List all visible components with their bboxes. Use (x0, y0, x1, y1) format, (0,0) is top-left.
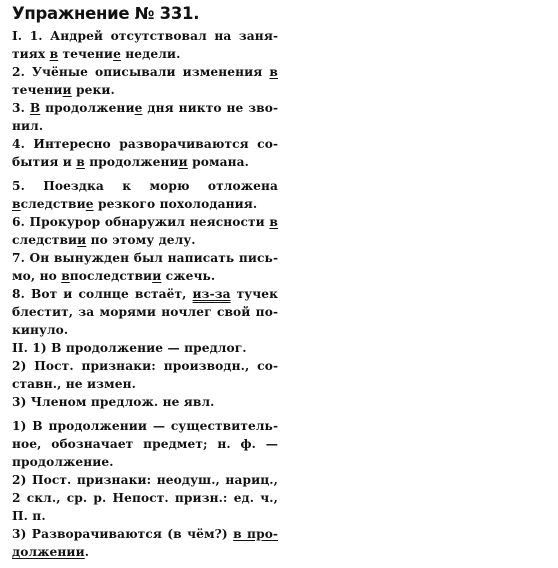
underlined-fragment: и (62, 83, 72, 97)
text-fragment: 2) Пост. признаки: производн., составн., не измен. (12, 359, 278, 391)
text-fragment: продолжени (40, 101, 135, 115)
underlined-fragment: В (29, 101, 41, 115)
underlined-fragment: в (12, 197, 21, 211)
text-fragment: по этому делу. (86, 233, 196, 247)
text-fragment: 1) В продолжении — существительное, обозначает предмет; н. ф. — продолжение. (12, 419, 278, 469)
exercise-line (12, 417, 278, 471)
text-fragment: . (84, 545, 90, 559)
text-fragment: 7. Он вынужден был написать письмо, но (12, 251, 278, 283)
exercise-line (12, 27, 278, 63)
exercise-line (12, 213, 278, 249)
text-fragment: 3) Разворачиваются (в чём?) (12, 527, 234, 541)
underlined-fragment: е (134, 101, 143, 115)
text-fragment: 2. Учёные описывали изменения (12, 65, 270, 79)
underlined-fragment: из-за (192, 287, 231, 301)
exercise-line (12, 339, 278, 357)
underlined-fragment: и (152, 269, 162, 283)
underlined-fragment: е (85, 197, 94, 211)
underlined-fragment: в (61, 269, 70, 283)
text-fragment: 5. Поездка к морю отложена (12, 179, 278, 193)
exercise-line (12, 285, 278, 339)
underlined-fragment: в (269, 65, 278, 79)
text-fragment: недели. (120, 47, 181, 61)
text-fragment: 3) Членом предлож. не явл. (12, 395, 215, 409)
text-fragment: тучек блестит, за морями ночлег свой покинуло. (12, 287, 278, 337)
text-fragment: следстви (20, 197, 86, 211)
text-fragment: течени (12, 83, 63, 97)
text-fragment: сжечь. (161, 269, 216, 283)
underlined-fragment: и (178, 155, 188, 169)
text-fragment: II. 1) В продолжение — предлог. (12, 341, 247, 355)
text-fragment: I. 1. Андрей отсутствовал на занятиях (12, 29, 278, 61)
underlined-fragment: и (77, 233, 87, 247)
exercise-title: Упражнение № 331. (12, 4, 200, 23)
exercise-line (12, 99, 278, 135)
exercise-line (12, 63, 278, 99)
underlined-fragment: в продолжении (12, 527, 278, 559)
text-fragment: дня никто не звонил. (12, 101, 279, 133)
text-fragment: реки. (71, 83, 115, 97)
text-fragment: 8. Вот и солнце встаёт, (12, 287, 193, 301)
text-fragment: продолжени (84, 155, 179, 169)
text-fragment: следстви (12, 233, 78, 247)
exercise-page (12, 4, 278, 561)
exercise-line (12, 471, 278, 525)
text-fragment: романа. (187, 155, 250, 169)
text-fragment: 3. (12, 101, 30, 115)
exercise-line (12, 177, 278, 213)
exercise-body (12, 27, 278, 561)
underlined-fragment: е (113, 47, 121, 61)
text-fragment: 2) Пост. признаки: неодуш., нариц., 2 скл., ср. р. Непост. призн.: ед. ч., П. п. (12, 473, 278, 523)
underlined-fragment: в (49, 47, 59, 61)
exercise-line (12, 135, 278, 171)
exercise-line (12, 357, 278, 393)
underlined-fragment: в (269, 215, 278, 229)
underlined-fragment: в (76, 155, 85, 169)
text-fragment: последстви (69, 269, 153, 283)
text-fragment: течени (58, 47, 114, 61)
text-fragment: резкого похолодания. (93, 197, 258, 211)
exercise-line (12, 525, 278, 561)
text-fragment: 4. Интересно разворачиваются события и (12, 137, 278, 169)
text-fragment: 6. Прокурор обнаружил неясности (12, 215, 270, 229)
exercise-line (12, 249, 278, 285)
exercise-line (12, 393, 278, 411)
